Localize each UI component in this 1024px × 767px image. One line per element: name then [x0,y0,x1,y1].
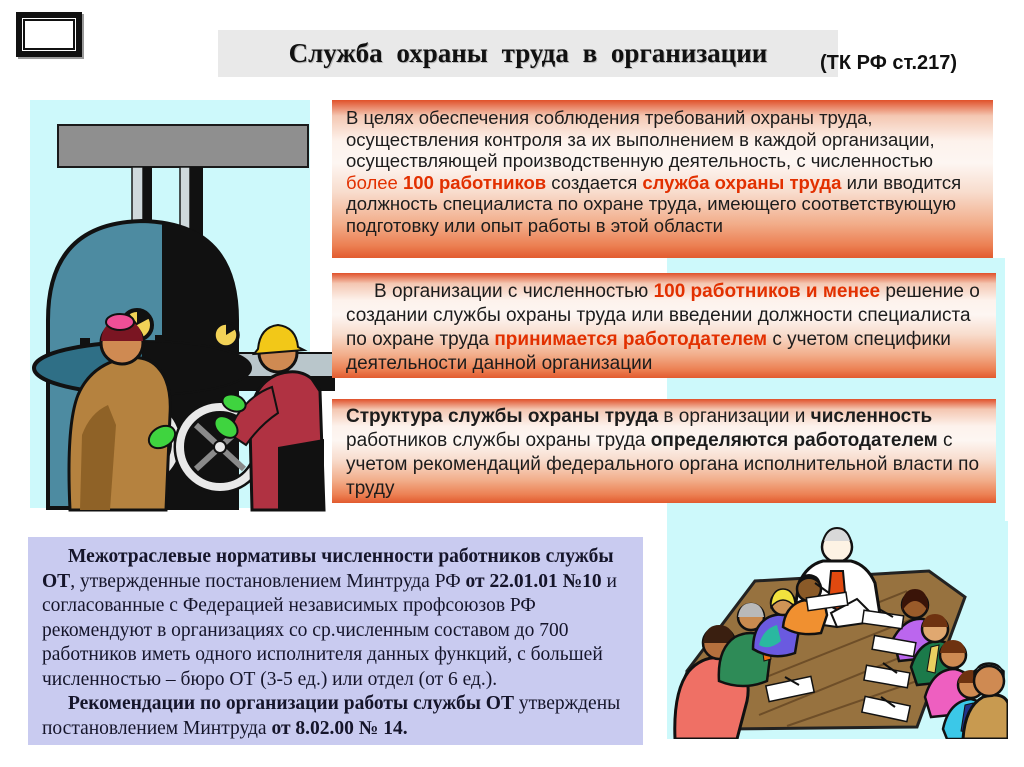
norms-paragraph-1: Межотраслевые нормативы численности работников службы ОТ, утвержденные постановлением Минтруда РФ от 22.01.01 №10 и согласованные с Федерацией независимых профсоюзов РФ рекомендуют в организациях со ср.численным составом до 700 работников иметь одного исполнителя данных функций, с большей численностью – бюро ОТ (3-5 ед.) или отдел (от 6 ед.). [42,546,617,690]
norms-block [28,537,643,745]
workers-valves-illustration [20,95,335,515]
text-block-service-creation-text: В целях обеспечения соблюдения требований охраны труда, осуществления контроля за их выполнением в каждой организации, осуществляющей производственную деятельность, с численностью более 100 работников создается служба охраны труда или вводится должность специалиста по охране труда, имеющего соответствующую подготовку или опыт работы в этой области [346,107,962,236]
picture-frame-icon-inner [23,19,75,50]
text-block-small-organizations [332,273,996,378]
law-reference-label: (ТК РФ ст.217) [820,52,958,74]
text-block-service-creation [332,100,993,258]
picture-frame-icon [16,12,82,57]
norms-paragraph-2: Рекомендации по организации работы службы ОТ утверждены постановлением Минтруда от 8.02.00 № 14. [42,693,621,739]
text-block-small-organizations-text: В организации с численностью 100 работников и менее решение о создании службы охраны труда или введении должности специалиста по охране труда принимается работодателем с учетом специфики деятельности данной организации [346,281,980,374]
meeting-illustration [667,521,1008,739]
text-block-service-structure [332,399,996,503]
page-title: Служба охраны труда в организации [288,38,768,68]
title-bar [218,30,838,77]
text-block-service-structure-text: Структура службы охраны труда в организации и численность работников службы охраны труда определяются работодателем с учетом рекомендаций федерального органа исполнительной власти по труду [346,406,980,499]
